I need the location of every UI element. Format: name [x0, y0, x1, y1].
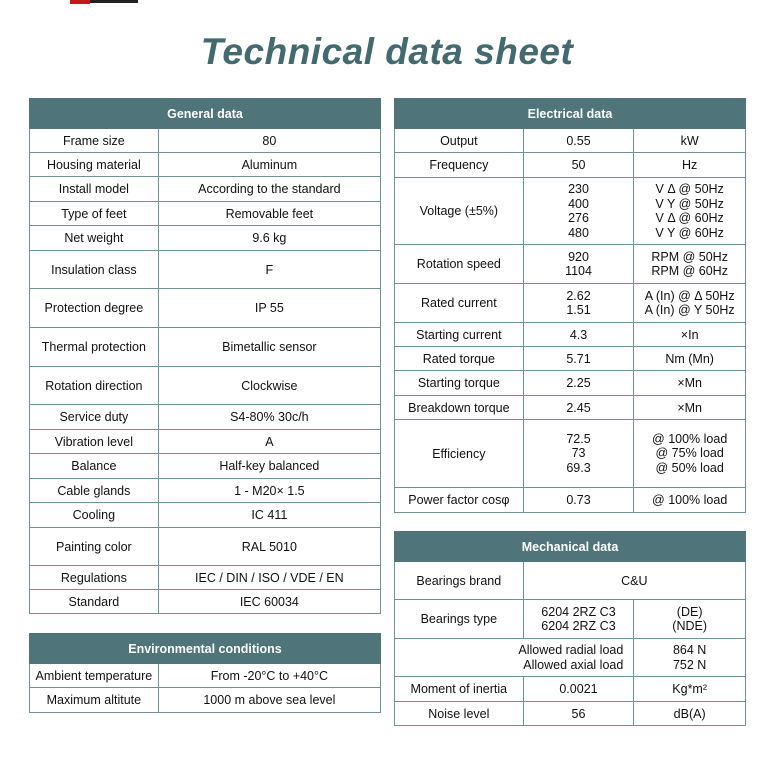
voltage-values	[523, 178, 634, 245]
power-factor-label: Power factor cosφ	[395, 488, 524, 513]
row-value: RAL 5010	[158, 528, 380, 566]
bearings-type-value: 6204 2RZ C3	[541, 619, 616, 633]
efficiency-unit: @ 100% load	[652, 431, 728, 446]
starting-torque-label: Starting torque	[395, 371, 524, 396]
table-row	[30, 688, 381, 713]
row-label: Vibration level	[30, 430, 159, 454]
bearings-type-units	[634, 600, 746, 639]
starting-torque-value: 2.25	[523, 371, 634, 396]
axial-load-label: Allowed axial load	[523, 657, 624, 672]
row-value: 9.6 kg	[158, 226, 380, 251]
efficiency-unit: @ 75% load	[655, 446, 724, 461]
voltage-unit: V Y @ 60Hz	[655, 225, 724, 240]
bearings-type-label: Bearings type	[395, 600, 524, 639]
breakdown-torque-value: 2.45	[523, 396, 634, 420]
row-value: 1 - M20× 1.5	[158, 479, 380, 503]
row-label: Protection degree	[30, 289, 159, 328]
electrical-data-header: Electrical data	[395, 99, 746, 129]
row-value: A	[158, 430, 380, 454]
noise-value: 56	[523, 702, 634, 726]
current-units	[634, 284, 746, 323]
row-value: Half-key balanced	[158, 454, 380, 479]
row-label: Cable glands	[30, 479, 159, 503]
mechanical-data-header: Mechanical data	[395, 532, 746, 562]
row-label: Net weight	[30, 226, 159, 251]
row-value: F	[158, 251, 380, 289]
brand-logo	[70, 0, 138, 4]
row-label: Painting color	[30, 528, 159, 566]
row-label: Thermal protection	[30, 328, 159, 367]
row-value: Aluminum	[158, 153, 380, 177]
table-row	[30, 590, 381, 614]
table-row	[30, 454, 381, 479]
table-row	[30, 566, 381, 590]
table-row	[30, 479, 381, 503]
output-label: Output	[395, 129, 524, 153]
table-row	[30, 226, 381, 251]
inertia-label: Moment of inertia	[395, 677, 524, 702]
row-value: Clockwise	[158, 367, 380, 405]
voltage-value: 276	[568, 211, 589, 225]
speed-values	[523, 245, 634, 284]
speed-units	[634, 245, 746, 284]
table-row	[395, 284, 746, 323]
row-label: Frame size	[30, 129, 159, 153]
table-row	[395, 702, 746, 726]
general-data-table	[29, 98, 381, 614]
voltage-unit: V Y @ 50Hz	[655, 196, 724, 211]
table-row	[395, 347, 746, 371]
row-value: 1000 m above sea level	[158, 688, 380, 713]
bearings-type-values	[523, 600, 634, 639]
efficiency-value: 72.5	[566, 431, 591, 446]
row-value: According to the standard	[158, 177, 380, 202]
row-label: Balance	[30, 454, 159, 479]
row-label: Regulations	[30, 566, 159, 590]
power-factor-value: 0.73	[523, 488, 634, 513]
table-row	[30, 430, 381, 454]
bearings-type-value: 6204 2RZ C3	[541, 604, 616, 619]
output-unit: kW	[634, 129, 746, 153]
speed-label: Rotation speed	[395, 245, 524, 284]
row-label: Standard	[30, 590, 159, 614]
row-value: IEC / DIN / ISO / VDE / EN	[158, 566, 380, 590]
voltage-label: Voltage (±5%)	[395, 178, 524, 245]
loads-labels	[395, 639, 634, 677]
current-value: 1.51	[566, 303, 591, 317]
table-row	[395, 600, 746, 639]
table-row	[395, 323, 746, 347]
table-row	[30, 153, 381, 177]
current-label: Rated current	[395, 284, 524, 323]
efficiency-value: 69.3	[566, 460, 591, 475]
efficiency-unit: @ 50% load	[655, 460, 724, 475]
row-label: Rotation direction	[30, 367, 159, 405]
efficiency-value: 73	[571, 446, 586, 461]
voltage-units	[634, 178, 746, 245]
row-value: From -20°C to +40°C	[158, 664, 380, 688]
table-row	[30, 328, 381, 367]
breakdown-torque-unit: ×Mn	[634, 396, 746, 420]
voltage-value: 230	[568, 182, 589, 196]
starting-current-unit: ×In	[634, 323, 746, 347]
efficiency-units	[634, 420, 746, 488]
speed-unit: RPM @ 50Hz	[651, 249, 728, 264]
speed-value: 920	[568, 249, 589, 264]
starting-torque-unit: ×Mn	[634, 371, 746, 396]
frequency-value: 50	[523, 153, 634, 178]
noise-label: Noise level	[395, 702, 524, 726]
voltage-unit: V Δ @ 60Hz	[655, 211, 724, 225]
table-row	[30, 251, 381, 289]
table-row	[395, 396, 746, 420]
table-row	[30, 289, 381, 328]
row-value: IP 55	[158, 289, 380, 328]
row-label: Install model	[30, 177, 159, 202]
page-title: Technical data sheet	[200, 31, 574, 72]
current-unit: A (In) @ Y 50Hz	[644, 303, 735, 317]
environmental-conditions-table	[29, 633, 381, 713]
axial-load-value: 752 N	[672, 657, 707, 672]
bearings-type-unit: (NDE)	[672, 619, 708, 633]
row-label: Ambient temperature	[30, 664, 159, 688]
speed-value: 1104	[565, 264, 592, 278]
inertia-value: 0.0021	[523, 677, 634, 702]
environmental-conditions-header: Environmental conditions	[30, 634, 381, 664]
row-value: Removable feet	[158, 202, 380, 226]
voltage-value: 400	[568, 196, 589, 211]
row-label: Type of feet	[30, 202, 159, 226]
row-label: Maximum altitute	[30, 688, 159, 713]
table-row	[30, 528, 381, 566]
bearings-brand-value: C&U	[523, 562, 745, 600]
row-value: 80	[158, 129, 380, 153]
row-value: Bimetallic sensor	[158, 328, 380, 367]
power-factor-unit: @ 100% load	[634, 488, 746, 513]
row-value: S4-80% 30c/h	[158, 405, 380, 430]
table-row	[30, 664, 381, 688]
general-data-header: General data	[30, 99, 381, 129]
starting-current-value: 4.3	[523, 323, 634, 347]
rated-torque-unit: Nm (Mn)	[634, 347, 746, 371]
voltage-value: 480	[568, 225, 589, 240]
radial-load-value: 864 N	[672, 643, 707, 657]
inertia-unit: Kg*m²	[634, 677, 746, 702]
logo-dark-mark	[90, 0, 138, 3]
table-row	[395, 178, 746, 245]
starting-current-label: Starting current	[395, 323, 524, 347]
radial-load-label: Allowed radial load	[518, 643, 624, 657]
table-row	[395, 371, 746, 396]
loads-values	[634, 639, 746, 677]
breakdown-torque-label: Breakdown torque	[395, 396, 524, 420]
bearings-brand-label: Bearings brand	[395, 562, 524, 600]
frequency-unit: Hz	[634, 153, 746, 178]
table-row	[30, 129, 381, 153]
speed-unit: RPM @ 60Hz	[651, 264, 728, 278]
table-row	[395, 245, 746, 284]
row-label: Service duty	[30, 405, 159, 430]
table-row	[395, 677, 746, 702]
table-row	[30, 367, 381, 405]
noise-unit: dB(A)	[634, 702, 746, 726]
rated-torque-value: 5.71	[523, 347, 634, 371]
table-row	[395, 153, 746, 178]
table-row	[30, 503, 381, 528]
table-row	[30, 177, 381, 202]
logo-red-mark	[70, 0, 90, 4]
table-row	[395, 639, 746, 677]
frequency-label: Frequency	[395, 153, 524, 178]
electrical-data-table	[394, 98, 746, 513]
row-label: Cooling	[30, 503, 159, 528]
table-row	[30, 405, 381, 430]
efficiency-label: Efficiency	[395, 420, 524, 488]
table-row	[395, 488, 746, 513]
mechanical-data-table	[394, 531, 746, 726]
rated-torque-label: Rated torque	[395, 347, 524, 371]
table-row	[395, 129, 746, 153]
row-label: Housing material	[30, 153, 159, 177]
current-unit: A (In) @ Δ 50Hz	[644, 288, 735, 303]
bearings-type-unit: (DE)	[676, 604, 703, 619]
voltage-unit: V Δ @ 50Hz	[655, 182, 724, 196]
row-value: IC 411	[158, 503, 380, 528]
table-row	[395, 420, 746, 488]
current-value: 2.62	[566, 288, 591, 303]
row-label: Insulation class	[30, 251, 159, 289]
output-value: 0.55	[523, 129, 634, 153]
table-row	[30, 202, 381, 226]
efficiency-values	[523, 420, 634, 488]
table-row	[395, 562, 746, 600]
row-value: IEC 60034	[158, 590, 380, 614]
current-values	[523, 284, 634, 323]
